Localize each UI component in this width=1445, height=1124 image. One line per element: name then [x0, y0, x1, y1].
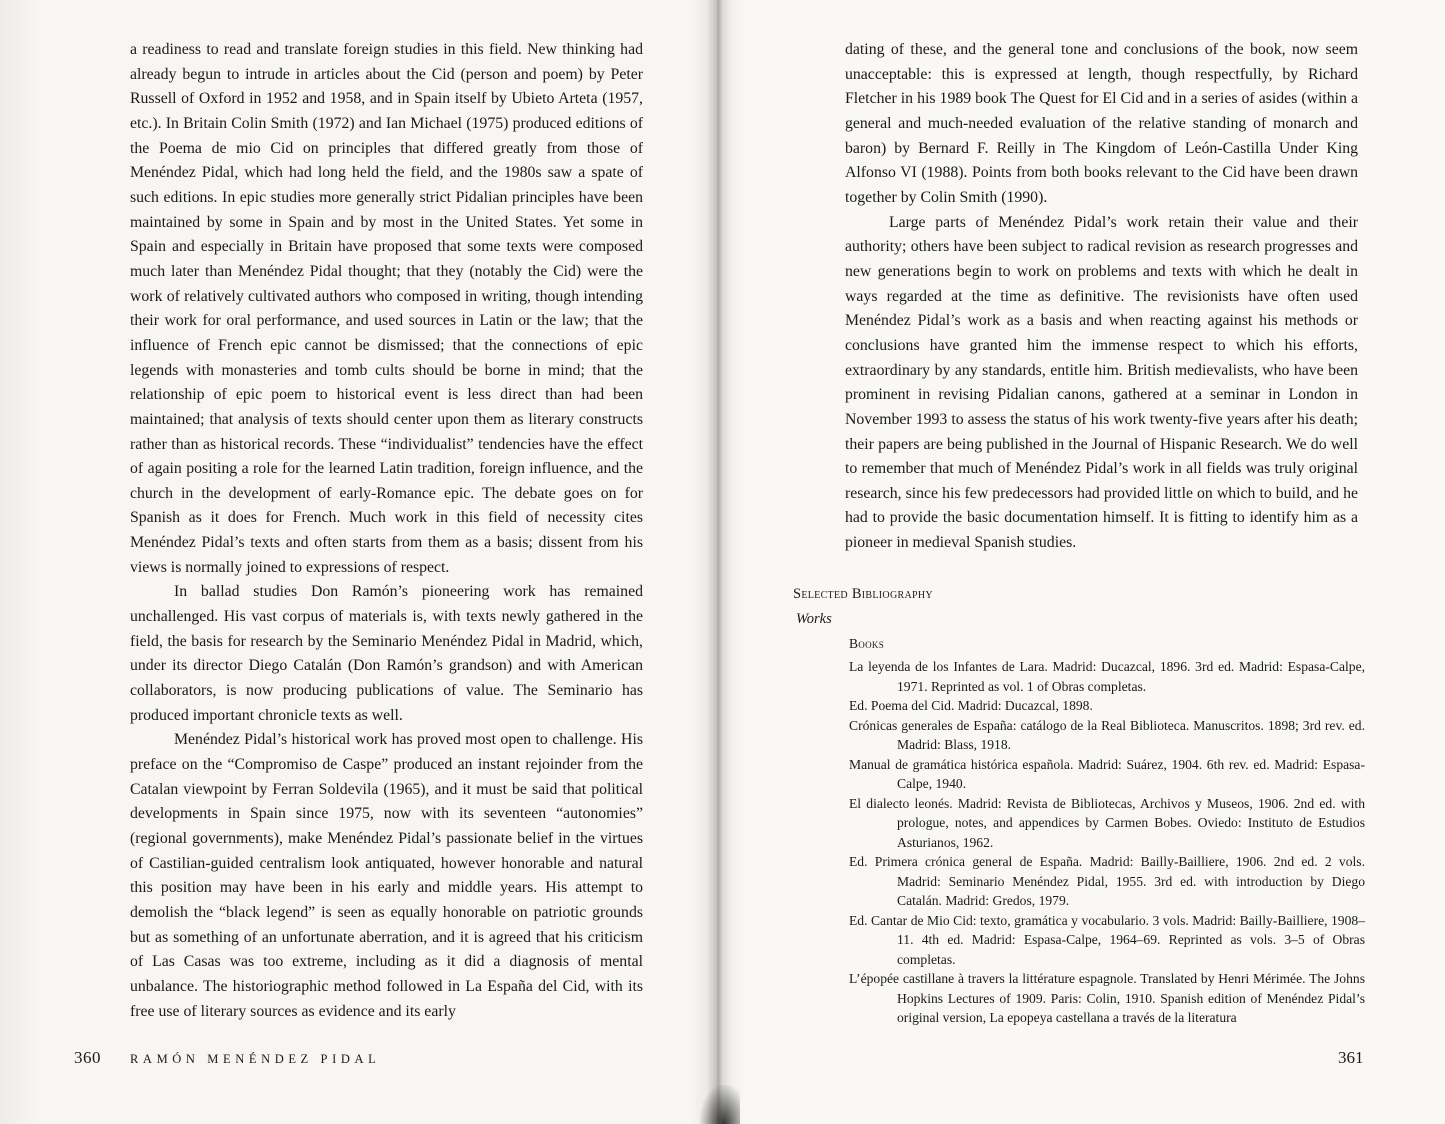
bibliography-entry: El dialecto leonés. Madrid: Revista de Bibliotecas, Archivos y Museos, 1906. 2nd ed. with prologue, notes, and appendices by Carmen Bobes. Oviedo: Instituto de Estudios Asturianos, 1962. [849, 795, 1365, 850]
right-text-column [845, 38, 1358, 556]
bibliography-entry: Ed. Cantar de Mio Cid: texto, gramática y vocabulario. 3 vols. Madrid: Bailly-Bailliere, 1908–11. 4th ed. Madrid: Espasa-Calpe, 1964–69. Reprinted as vols. 3–5 of Obras completas. [849, 912, 1365, 967]
bibliography-entry: L’épopée castillane à travers la littérature espagnole. Translated by Henri Mérimée. The Johns Hopkins Lectures of 1909. Paris: Colin, 1910. Spanish edition of Menéndez Pidal’s original version, La epopeya castellana a través de la literatura [849, 971, 1365, 1025]
bibliography-list [849, 657, 1365, 1028]
bibliography-entry: La leyenda de los Infantes de Lara. Madrid: Ducazcal, 1896. 3rd ed. Madrid: Espasa-Calpe, 1971. Reprinted as vol. 1 of Obras completas. [849, 659, 1365, 694]
paragraph: a readiness to read and translate foreign studies in this field. New thinking had already begun to intrude in articles about the Cid (person and poem) by Peter Russell of Oxford in 1952 and 1958, and in Spain itself by Ubieto Arteta (1957, etc.). In Britain Colin Smith (1972) and Ian Michael (1975) produced editions of the Poema de mio Cid on principles that differed greatly from those of Menéndez Pidal, which had long held the field, and the 1980s saw a spate of such editions. In epic studies more generally strict Pidalian principles have been maintained by some in Spain and by most in the United States. Yet some in Spain and especially in Britain have proposed that some texts were composed much later than Menéndez Pidal thought; that they (notably the Cid) were the work of relatively cultivated authors who composed in writing, though intending their work for oral performance, and used sources in Latin or the law; that the influence of French epic cannot be dismissed; that the connections of epic legends with monasteries and tomb cults should be borne in mind; that the relationship of epic poem to historical event is less direct than had been maintained; that analysis of texts should center upon them as literary constructs rather than as historical records. These “individualist” tendencies have the effect of again positing a role for the learned Latin tradition, foreign influence, and the church in the development of early-Romance epic. The debate goes on for Spanish as it does for French. Much work in this field of necessity cites Menéndez Pidal’s texts and often starts from them as a basis; dissent from his views is normally joined to expressions of respect. [130, 41, 643, 576]
left-text-column [130, 38, 643, 1024]
bibliography-entry: Ed. Poema del Cid. Madrid: Ducazcal, 1898. [849, 698, 1093, 713]
page-number-left: 360 [74, 1048, 101, 1067]
gutter-shadow [700, 1085, 740, 1124]
bibliography-entry: Manual de gramática histórica española. Madrid: Suárez, 1904. 6th rev. ed. Madrid: Espasa-Calpe, 1940. [849, 756, 1365, 791]
bibliography-entry: Crónicas generales de España: catálogo de la Real Biblioteca. Manuscritos. 1898; 3rd rev. ed. Madrid: Blass, 1918. [849, 717, 1365, 752]
paragraph: Menéndez Pidal’s historical work has proved most open to challenge. His preface on the “Compromiso de Caspe” produced an instant rejoinder from the Catalan viewpoint by Ferran Soldevila (1965), and it must be said that political developments in Spain since 1975, now with its seventeen “autonomies” (regional governments), make Menéndez Pidal’s passionate belief in the virtues of Castilian-guided centralism look antiquated, however honorable and natural this position may have been in his early and middle years. His attempt to demolish the “black legend” is seen as equally honorable on patriotic grounds but as something of an unfortunate aberration, and it is agreed that his criticism of Las Casas was too extreme, including as it did a diagnosis of mental unbalance. The historiographic method followed in La España del Cid, with its free use of literary sources as evidence and its early [130, 731, 643, 1020]
bibliography-heading: Selected Bibliography [793, 586, 933, 602]
paragraph: Large parts of Menéndez Pidal’s work retain their value and their authority; others have been subject to radical revision as research progresses and new generations begin to work on problems and texts with which he dealt in ways regarded at the time as definitive. The revisionists have often used Menéndez Pidal’s work as a basis and when reacting against his methods or conclusions have granted him the immense respect to which his efforts, extraordinary by any standards, entitle him. British medievalists, who have been prominent in revising Pidalian canons, gathered at a seminar in London in November 1993 to assess the status of his work twenty-five years after his death; their papers are being published in the Journal of Hispanic Research. We do well to remember that much of Menéndez Pidal’s work in all fields was truly original research, since his few predecessors had provided little on which to build, and he had to provide the basic documentation himself. It is fitting to identify him as a pioneer in medieval Spanish studies. [845, 213, 1358, 552]
bibliography-section-label: Books [849, 636, 885, 651]
book-gutter [690, 0, 746, 1124]
paragraph: In ballad studies Don Ramón’s pioneering work has remained unchallenged. His vast corpus of materials is, with texts newly gathered in the field, the basis for research by the Seminario Menéndez Pidal in Madrid, which, under its director Diego Catalán (Don Ramón’s grandson) and with American collaborators, is now producing publications of value. The Seminario has produced important chronicle texts as well. [130, 583, 643, 724]
bibliography-entry: Ed. Primera crónica general de España. Madrid: Bailly-Bailliere, 1906. 2nd ed. 2 vols. Madrid: Seminario Menéndez Pidal, 1955. 3rd ed. with introduction by Diego Catalán. Madrid: Gredos, 1979. [849, 854, 1365, 908]
page-number-right: 361 [1338, 1048, 1364, 1067]
paragraph: dating of these, and the general tone and conclusions of the book, now seem unacceptable: this is expressed at length, though respectfully, by Richard Fletcher in his 1989 book The Quest for El Cid and in a series of asides (within a general and much-needed evaluation of the relative standing of monarch and baron) by Bernard F. Reilly in The Kingdom of León-Castilla Under King Alfonso VI (1988). Points from both books relevant to the Cid have been drawn together by Colin Smith (1990). [845, 41, 1358, 206]
page-edge-shading [0, 0, 40, 1124]
bibliography-subheading: Works [796, 611, 832, 627]
running-head: RAMÓN MENÉNDEZ PIDAL [130, 1052, 381, 1066]
